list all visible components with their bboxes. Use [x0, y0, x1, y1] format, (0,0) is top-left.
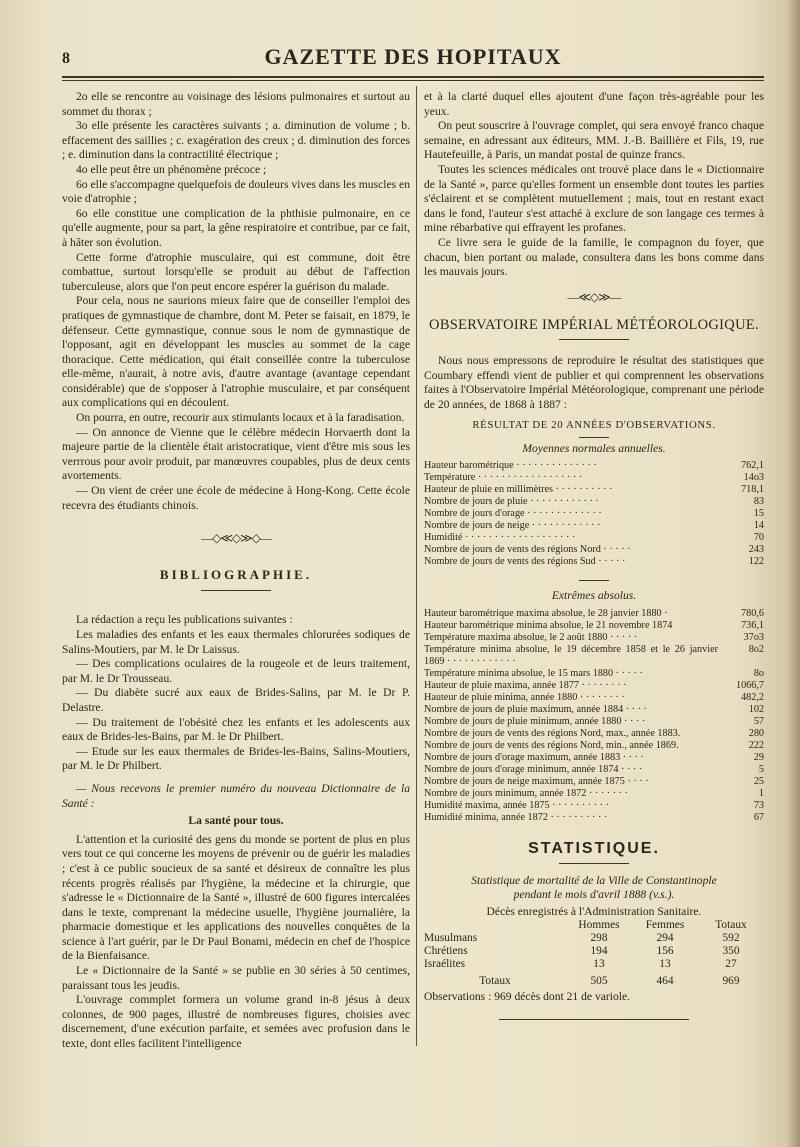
table-cell-value: 29 — [753, 752, 764, 764]
table-cell-value: 14 — [753, 520, 764, 532]
table-cell-value: 1066,7 — [735, 680, 764, 692]
table-cell-value: 222 — [748, 740, 764, 752]
mortality-table — [424, 919, 764, 988]
table-row — [424, 544, 764, 556]
table-cell-value: 122 — [748, 556, 764, 568]
table-cell: 350 — [722, 945, 740, 958]
table-row — [424, 776, 764, 788]
table-cell-value: 718,1 — [741, 484, 764, 496]
paragraph: Nous nous empressons de reproduire le résultat des statistiques que Coumbary effendi vient de publier et qui comprennent les observations faites à l'Observatoire Impérial Météorologique, comprenant une période de 20 années, de 1868 à 1887 : — [424, 353, 764, 411]
table-cell-label: Hauteur barométrique minima absolue, le 21 novembre 1874 — [424, 620, 673, 632]
table-header-row — [424, 919, 764, 932]
table-cell-label: Nombre de jours de vents des régions Nord, min., année 1869. — [424, 740, 679, 752]
table-cell-value: 8o — [753, 668, 764, 680]
table-cell-value: 57 — [753, 716, 764, 728]
table-cell: 464 — [656, 975, 674, 988]
table-row — [424, 484, 764, 496]
table-row — [424, 945, 764, 958]
subsection-title-sante: La santé pour tous. — [188, 814, 284, 828]
table-row — [424, 704, 764, 716]
biblio-entry: — Etude sur les eaux thermales de Brides-les-Bains, Salins-Moutiers, par M. le Dr Philbert. — [62, 744, 410, 773]
table-cell: 13 — [593, 958, 605, 971]
observations-text: Observations : 969 décès dont 21 de variole. — [424, 990, 631, 1004]
extremes-title: Extrêmes absolus. — [551, 589, 637, 603]
table-cell-value: 1 — [758, 788, 764, 800]
news-item: — On vient de créer une école de médecine à Hong-Kong. Cette école recevra des étudiants chinois. — [62, 484, 410, 512]
table-cell-value: 8o2 — [748, 644, 764, 656]
moyennes-table — [424, 460, 764, 568]
table-cell: 156 — [656, 945, 674, 958]
table-cell: 298 — [590, 932, 608, 945]
table-cell-label: Température minima absolue, le 15 mars 1880 · · · · · — [424, 668, 643, 680]
table-header-cell — [424, 919, 566, 932]
stat-subtitle-2: pendant le mois d'avril 1888 (v.s.). — [513, 888, 675, 902]
table-cell: 27 — [725, 958, 737, 971]
table-header-cell: Totaux — [715, 919, 747, 932]
table-row — [424, 932, 764, 945]
table-cell: Totaux — [479, 975, 511, 988]
table-cell-label: Nombre de jours de neige · · · · · · · · · · · · — [424, 520, 601, 532]
section-rule — [559, 863, 629, 864]
left-column — [62, 90, 410, 1052]
table-cell-label: Nombre de jours de pluie · · · · · · · · · · · · — [424, 496, 599, 508]
table-cell-label: Nombre de jours de vents des régions Nord, max., année 1883. — [424, 728, 681, 740]
table-cell-value: 67 — [753, 812, 764, 824]
table-cell-label: Nombre de jours de vents des régions Sud · · · · · — [424, 556, 626, 568]
table-cell-label: Nombre de jours d'orage minimum, année 1874 · · · · — [424, 764, 643, 776]
table-row — [424, 971, 764, 988]
table-row — [424, 520, 764, 532]
paragraph: Ce livre sera le guide de la famille, le compagnon du foyer, que chacun, bien portant ou malade, consultera dans les bons comme dans les mauvais jours. — [424, 235, 764, 279]
table-cell-value: 102 — [748, 704, 764, 716]
table-cell-value: 25 — [753, 776, 764, 788]
table-header-cell: Hommes — [578, 919, 620, 932]
table-cell-label: Humidité maxima, année 1875 · · · · · · · · · · — [424, 800, 610, 812]
paragraph: Le « Dictionnaire de la Santé » se publie en 30 séries à 50 centimes, paraissant tous les jeudis. — [62, 964, 410, 992]
table-cell-label: Hauteur barométrique · · · · · · · · · · · · · · — [424, 460, 597, 472]
table-cell: Chrétiens — [424, 945, 468, 958]
table-row — [424, 644, 764, 668]
table-cell-label: Nombre de jours d'orage · · · · · · · · · · · · · — [424, 508, 602, 520]
news-item: — On annonce de Vienne que le célèbre médecin Horvaerth dont la majeure partie de la clientèle était aristocratique, vient d'être mis sous les verrrous pour avoir produit, par manœuvres coupables, plus de deux cents avortements. — [62, 425, 410, 483]
table-cell-label: Nombre de jours de pluie minimum, année 1880 · · · · — [424, 716, 646, 728]
table-cell-label: Hauteur de pluie minima, année 1880 · · · · · · · · — [424, 692, 625, 704]
table-row — [424, 680, 764, 692]
biblio-entry: — Des complications oculaires de la rougeole et de leurs traitement, par M. le Dr Trousseau. — [62, 657, 410, 685]
table-row — [424, 692, 764, 704]
table-cell: 592 — [722, 932, 740, 945]
paragraph: On pourra, en outre, recourir aux stimulants locaux et à la faradisation. — [76, 411, 405, 425]
section-rule — [559, 339, 629, 340]
paragraph: Pour cela, nous ne saurions mieux faire que de conseiller l'emploi des pratiques de gymnastique de chambre, dont M. Peter se faisait, en 1879, le défenseur. Cette gymnastique, connue sous le nom de gymnastique de l'opposant, agit en développant les muscles au sommet de la cage thoracique. Cette médication, qui était conseillée contre la tuberculose elle-même, n'aurait, à notre avis, d'autre avantage (avantage cependant considérable) que de s'opposer à l'atrophie musculaire, et par conséquent aux complications qui en découlent. — [62, 294, 410, 410]
table-cell-value: 5 — [758, 764, 764, 776]
ornament: —≪◇≫— — [567, 289, 621, 304]
table-row — [424, 716, 764, 728]
table-row — [424, 472, 764, 484]
ornament: —◇≪◇≫◇— — [201, 531, 271, 546]
table-cell-label: Hauteur barométrique maxima absolue, le 28 janvier 1880 · — [424, 608, 668, 620]
table-cell-label: Nombre de jours de pluie maximum, année 1884 · · · · — [424, 704, 647, 716]
small-rule — [579, 580, 609, 581]
end-rule — [499, 1019, 689, 1020]
biblio-entry: — Du diabète sucré aux eaux de Brides-Salins, par M. le Dr P. Delastre. — [62, 686, 410, 714]
paragraph: 6o elle s'accompagne quelquefois de douleurs vives dans les muscles en voie d'atrophie ; — [62, 177, 410, 206]
biblio-entry: Les maladies des enfants et les eaux thermales chlorurées sodiques de Salins-Moutiers, par M. le Dr Laissus. — [62, 628, 410, 656]
table-cell-value: 70 — [753, 532, 764, 544]
table-row — [424, 958, 764, 971]
paragraph: et à la clarté duquel elles ajoutent d'une façon très-agréable pour les yeux. — [424, 90, 764, 118]
table-header-cell: Femmes — [645, 919, 685, 932]
page-spine-shadow — [786, 0, 800, 1147]
table-cell-label: Température minima absolue, le 19 décembre 1858 et le 26 janvier 1869 · · · · · · · · · · · · — [424, 644, 718, 668]
paragraph: On peut souscrire à l'ouvrage complet, qui sera envoyé franco chaque semaine, en adressant aux éditeurs, MM. J.-B. Baillière et Fils, 19, rue Hautefeuille, à Paris, un mandat postal de quinze francs. — [424, 119, 764, 162]
table-row — [424, 460, 764, 472]
journal-title: GAZETTE DES HOPITAUX — [264, 44, 562, 69]
table-row — [424, 508, 764, 520]
table-row — [424, 556, 764, 568]
section-title-bibliographie: BIBLIOGRAPHIE. — [159, 566, 313, 582]
extremes-table — [424, 608, 764, 824]
paragraph: La rédaction a reçu les publications suivantes : — [76, 613, 293, 627]
paragraph: 6o elle constitue une complication de la phthisie pulmonaire, en ce qu'elle augmente, pour sa part, la gêne respiratoire et contribue, par ce fait, à hâter son évolution. — [62, 206, 410, 249]
header-rule — [62, 76, 764, 78]
table-row — [424, 764, 764, 776]
table-cell: Musulmans — [424, 932, 478, 945]
table-cell-label: Nombre de jours de neige maximum, année 1875 · · · · — [424, 776, 649, 788]
results-heading: RÉSULTAT DE 20 ANNÉES D'OBSERVATIONS. — [472, 419, 716, 432]
paragraph: L'ouvrage commplet formera un volume grand in-8 jésus à deux colonnes, de 900 pages, illustré de nombreuses figures, choisies avec discernement, d'une exécution parfaite, et semées avec profusion dans le texte, dont elles facilitent l'intelligence — [62, 993, 410, 1051]
table-row — [424, 632, 764, 644]
table-row — [424, 800, 764, 812]
small-rule — [579, 437, 609, 438]
table-cell: 194 — [590, 945, 608, 958]
paragraph: 3o elle présente les caractères suivants ; a. diminution de volume ; b. effacement des saillies ; c. exagération des creux ; d. diminution des forces ; e. diminution dans la contractilité électrique ; — [62, 119, 410, 162]
table-row — [424, 728, 764, 740]
table-cell-value: 243 — [748, 544, 764, 556]
biblio-entry: — Nous recevons le premier numéro du nouveau Dictionnaire de la Santé : — [62, 781, 410, 810]
section-title-observatoire: OBSERVATOIRE IMPÉRIAL MÉTÉOROLOGIQUE. — [429, 317, 759, 334]
table-cell-label: Hauteur de pluie maxima, année 1877 · · · · · · · · — [424, 680, 627, 692]
table-cell-value: 83 — [753, 496, 764, 508]
table-row — [424, 620, 764, 632]
moyennes-title: Moyennes normales annuelles. — [522, 441, 666, 455]
table-cell-value: 280 — [748, 728, 764, 740]
table-cell-value: 482,2 — [741, 692, 764, 704]
table-row — [424, 740, 764, 752]
table-cell-value: 73 — [753, 800, 764, 812]
stat-deces-heading: Décès enregistrés à l'Administration Sanitaire. — [486, 904, 702, 918]
page-number: 8 — [62, 50, 70, 67]
table-cell-label: Température maxima absolue, le 2 août 1880 · · · · · — [424, 632, 638, 644]
paragraph: L'attention et la curiosité des gens du monde se portent de plus en plus vers tout ce qui concerne les moyens de prévenir ou de guérir les maladies ; c'est à ce public soucieux de sa santé et désireux de connaître les plus récents progrès réalisés par l'hygiène, la médecine et la chirurgie, que s'adresse le « Dictionnaire de la Santé », illustré de 600 figures intercalées dans le texte, comprenant la médecine usuelle, l'hygiène journalière, la pharmacie domestique et les applications des nouvelles conquêtes de la science à l'art guérir, par le Dr Paul Bonami, médecin en chef de l'hospice de la Bienfaisance. — [62, 832, 410, 963]
table-cell-value: 37o3 — [743, 632, 764, 644]
header-rule-thin — [62, 80, 764, 81]
stat-subtitle: Statistique de mortalité de la Ville de Constantinople — [471, 873, 717, 887]
table-cell-label: Nombre de jours de vents des régions Nord · · · · · — [424, 544, 631, 556]
table-cell: 13 — [659, 958, 671, 971]
table-row — [424, 532, 764, 544]
table-cell: Israélites — [424, 958, 466, 971]
table-row — [424, 788, 764, 800]
page-header — [62, 44, 764, 78]
table-cell: 294 — [656, 932, 674, 945]
table-cell-label: Nombre de jours d'orage maximum, année 1883 · · · · — [424, 752, 644, 764]
table-row — [424, 752, 764, 764]
paragraph: Toutes les sciences médicales ont trouvé place dans le « Dictionnaire de la Santé », parce qu'elles forment un ensemble dont toutes les parties s'éclairent et se complètent mutuellement ; mais, tout en restant exact dans le fond, l'auteur s'est attaché à exclure de son langage ces termes à mine rébarbative qui effrayent les profanes. — [424, 162, 764, 235]
table-row — [424, 668, 764, 680]
table-cell-value: 14o3 — [743, 472, 764, 484]
right-column — [424, 90, 764, 1020]
table-row — [424, 496, 764, 508]
section-title-statistique: STATISTIQUE. — [528, 840, 660, 858]
table-cell-label: Température · · · · · · · · · · · · · · · · · · — [424, 472, 583, 484]
table-cell: 505 — [590, 975, 608, 988]
table-cell-label: Humidité · · · · · · · · · · · · · · · · · · · — [424, 532, 576, 544]
paragraph: 4o elle peut être un phénomène précoce ; — [76, 162, 267, 176]
paragraph: 2o elle se rencontre au voisinage des lésions pulmonaires et surtout au sommet du thorax ; — [62, 90, 410, 118]
table-cell-value: 762,1 — [741, 460, 764, 472]
table-cell-value: 15 — [753, 508, 764, 520]
biblio-entry: — Du traitement de l'obésité chez les enfants et les adolescents aux eaux de Brides-les-Bains, par M. le Dr Philbert. — [62, 715, 410, 744]
section-rule — [201, 590, 271, 591]
table-cell-value: 780,6 — [741, 608, 764, 620]
table-cell-label: Humidité minima, année 1872 · · · · · · · · · · — [424, 812, 608, 824]
table-row — [424, 608, 764, 620]
table-cell: 969 — [722, 975, 740, 988]
table-cell-value: 736,1 — [741, 620, 764, 632]
table-row — [424, 812, 764, 824]
column-divider — [416, 86, 417, 1046]
table-cell-label: Hauteur de pluie en millimètres · · · · · · · · · · — [424, 484, 613, 496]
paragraph: Cette forme d'atrophie musculaire, qui est commune, doit être combattue, surtout lorsqu'elle se produit au début de l'affection tuberculeuse, alors que l'on peut encore espérer la guérison du malade. — [62, 250, 410, 293]
table-cell-label: Nombre de jours minimum, année 1872 · · · · · · · — [424, 788, 628, 800]
